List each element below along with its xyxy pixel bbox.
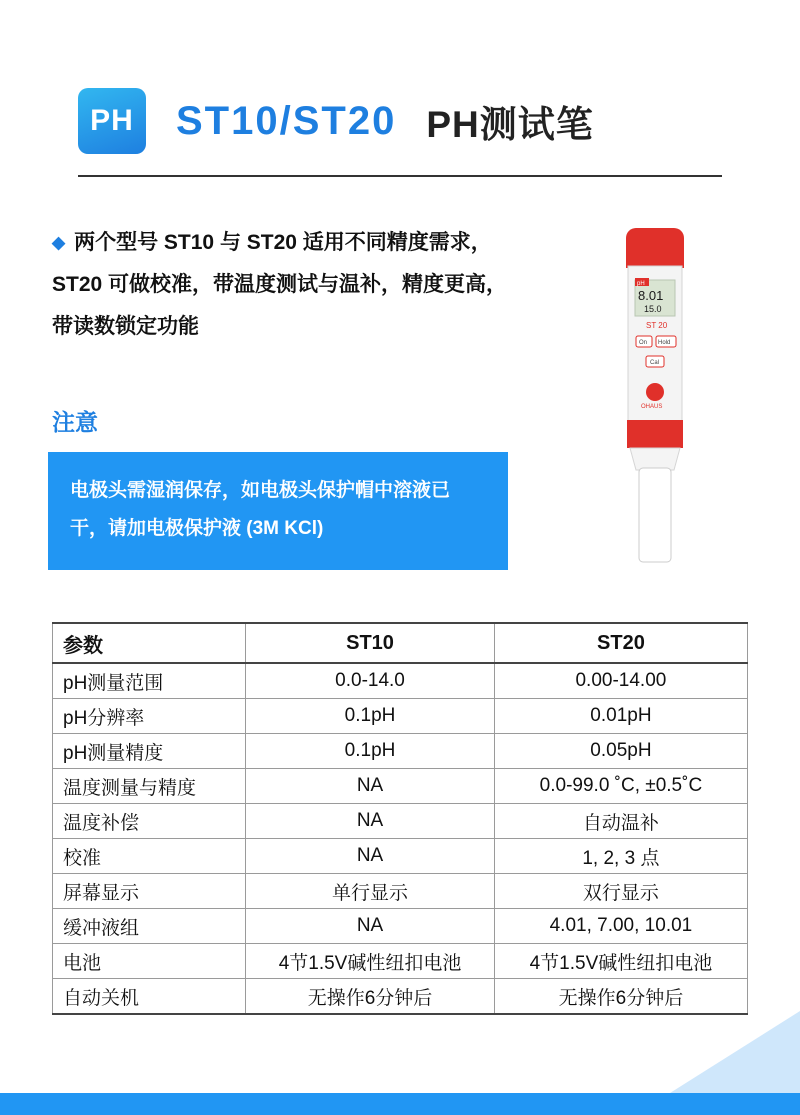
intro-line-1: [52, 222, 572, 264]
device-model-label: ST 20: [646, 321, 668, 330]
cell-parameter: 温度补偿: [53, 804, 246, 839]
cell-st20: 0.05pH: [494, 734, 747, 769]
footer-band: [0, 1093, 800, 1115]
diamond-bullet-icon: ◆: [52, 233, 66, 252]
notice-heading: 注意: [52, 409, 98, 435]
cell-parameter: 电池: [53, 944, 246, 979]
device-body-lower: [630, 448, 680, 470]
cell-st20: 4.01, 7.00, 10.01: [494, 909, 747, 944]
cell-parameter: 屏幕显示: [53, 874, 246, 909]
cell-st20: 0.00-14.00: [494, 663, 747, 699]
cell-st10: NA: [246, 804, 495, 839]
cell-st20: 双行显示: [494, 874, 747, 909]
cell-st10: NA: [246, 839, 495, 874]
cell-st10: 单行显示: [246, 874, 495, 909]
page-title: PH测试笔: [426, 104, 594, 145]
footer-triangle-decoration: [670, 1011, 800, 1093]
cell-parameter: 缓冲液组: [53, 909, 246, 944]
cell-st20: 自动温补: [494, 804, 747, 839]
product-image-ph-meter: [600, 220, 710, 570]
cell-st10: 0.1pH: [246, 699, 495, 734]
table-row: [53, 839, 748, 874]
cell-parameter: 校准: [53, 839, 246, 874]
notice-text-1: 电极头需湿润保存，如电极头保护帽中溶液已: [70, 480, 451, 501]
cell-st10: 无操作6分钟后: [246, 979, 495, 1015]
cell-st10: 0.1pH: [246, 734, 495, 769]
cell-st10: 4节1.5V碱性纽扣电池: [246, 944, 495, 979]
cell-st10: NA: [246, 769, 495, 804]
intro-text-2: ST20 可做校准，带温度测试与温补，精度更高，: [52, 273, 508, 296]
cell-st20: 0.01pH: [494, 699, 747, 734]
cell-parameter: 温度测量与精度: [53, 769, 246, 804]
column-header-st20: ST20: [494, 623, 747, 663]
cell-parameter: pH测量精度: [53, 734, 246, 769]
table-header-row: [53, 623, 748, 663]
notice-box: [48, 452, 508, 570]
screen-value: 8.01: [638, 288, 664, 303]
device-brand-logo-icon: [646, 383, 664, 401]
table-row: [53, 804, 748, 839]
device-button-on-label: On: [639, 340, 648, 346]
table-row: [53, 734, 748, 769]
cell-parameter: pH分辨率: [53, 699, 246, 734]
specification-table: [52, 622, 748, 1015]
page-header: [78, 88, 594, 154]
cell-parameter: 自动关机: [53, 979, 246, 1015]
device-button-hold-label: Hold: [658, 340, 671, 346]
table-row: [53, 769, 748, 804]
intro-text-3: 带读数锁定功能: [52, 315, 199, 338]
product-model-title: ST10/ST20: [176, 98, 397, 143]
cell-st20: 无操作6分钟后: [494, 979, 747, 1015]
cell-st20: 0.0-99.0 ˚C, ±0.5˚C: [494, 769, 747, 804]
ph-logo-badge: PH: [78, 88, 146, 154]
cell-st10: 0.0-14.0: [246, 663, 495, 699]
device-probe-cap: [639, 468, 671, 562]
table-row: [53, 944, 748, 979]
header-divider: [78, 175, 722, 177]
column-header-parameter: 参数: [53, 623, 246, 663]
device-button-cal-label: Cal: [650, 360, 660, 366]
column-header-st10: ST10: [246, 623, 495, 663]
device-brand-label: OHAUS: [641, 404, 663, 410]
table-row: [53, 874, 748, 909]
cell-st20: 1, 2, 3 点: [494, 839, 747, 874]
cell-st10: NA: [246, 909, 495, 944]
table-row: [53, 909, 748, 944]
intro-text-1: 两个型号 ST10 与 ST20 适用不同精度需求，: [74, 231, 492, 254]
table-row: [53, 699, 748, 734]
intro-block: [52, 222, 572, 348]
screen-ph-label: pH: [637, 281, 645, 287]
device-red-ring: [627, 420, 683, 448]
table-row: [53, 663, 748, 699]
table-row: [53, 979, 748, 1015]
screen-temperature: 15.0: [644, 304, 662, 314]
cell-st20: 4节1.5V碱性纽扣电池: [494, 944, 747, 979]
notice-text-2: 干，请加电极保护液 (3M KCl): [70, 518, 324, 539]
cell-parameter: pH测量范围: [53, 663, 246, 699]
